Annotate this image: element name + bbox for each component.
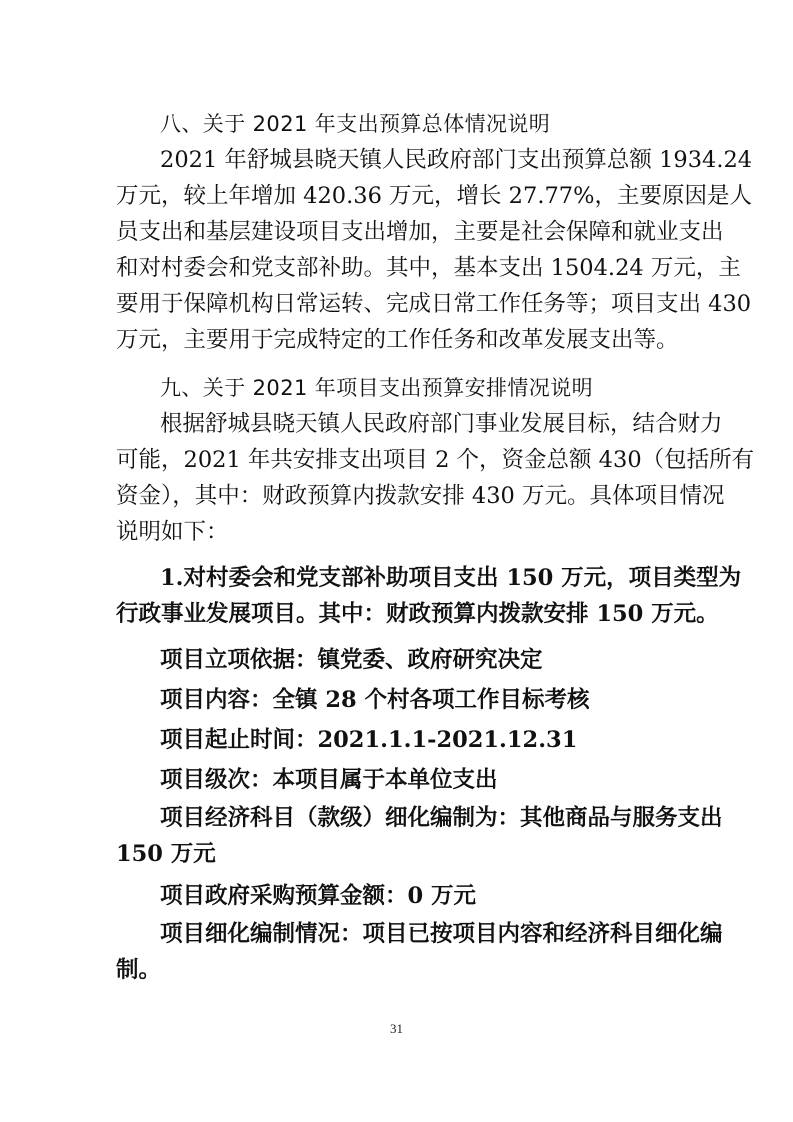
- paragraph-line: 万元，较上年增加 420.36 万元，增长 27.77%，主要原因是人: [116, 183, 752, 209]
- project-content: 项目内容：全镇 28 个村各项工作目标考核: [160, 687, 590, 713]
- project-detail-line: 制。: [116, 957, 162, 983]
- project-title-line: 行政事业发展项目。其中：财政预算内拨款安排 150 万元。: [116, 601, 719, 627]
- paragraph-line: 2021 年舒城县晓天镇人民政府部门支出预算总额 1934.24: [160, 147, 753, 173]
- paragraph-line: 和对村委会和党支部补助。其中，基本支出 1504.24 万元，主: [116, 255, 741, 281]
- paragraph-line: 资金），其中：财政预算内拨款安排 430 万元。具体项目情况: [116, 483, 725, 509]
- project-basis: 项目立项依据：镇党委、政府研究决定: [160, 647, 543, 673]
- paragraph-line: 要用于保障机构日常运转、完成日常工作任务等；项目支出 430: [116, 291, 752, 317]
- page-number: 31: [390, 1021, 403, 1036]
- project-economic-line: 项目经济科目（款级）细化编制为：其他商品与服务支出: [160, 805, 723, 831]
- paragraph-line: 可能，2021 年共安排支出项目 2 个，资金总额 430（包括所有: [116, 447, 755, 473]
- project-procurement: 项目政府采购预算金额：0 万元: [160, 883, 476, 909]
- project-period: 项目起止时间：2021.1.1-2021.12.31: [160, 727, 578, 753]
- section-8-heading: 八、关于 2021 年支出预算总体情况说明: [160, 112, 551, 136]
- paragraph-line: 员支出和基层建设项目支出增加，主要是社会保障和就业支出: [116, 219, 724, 245]
- paragraph-line: 万元，主要用于完成特定的工作任务和改革发展支出等。: [116, 327, 679, 353]
- section-9-heading: 九、关于 2021 年项目支出预算安排情况说明: [160, 376, 593, 400]
- project-economic-line: 150 万元: [116, 841, 216, 867]
- project-level: 项目级次：本项目属于本单位支出: [160, 767, 498, 793]
- paragraph-line: 根据舒城县晓天镇人民政府部门事业发展目标，结合财力: [160, 411, 723, 437]
- project-detail-line: 项目细化编制情况：项目已按项目内容和经济科目细化编: [160, 921, 723, 947]
- paragraph-line: 说明如下：: [116, 519, 229, 545]
- project-title-line: 1.对村委会和党支部补助项目支出 150 万元，项目类型为: [160, 565, 742, 591]
